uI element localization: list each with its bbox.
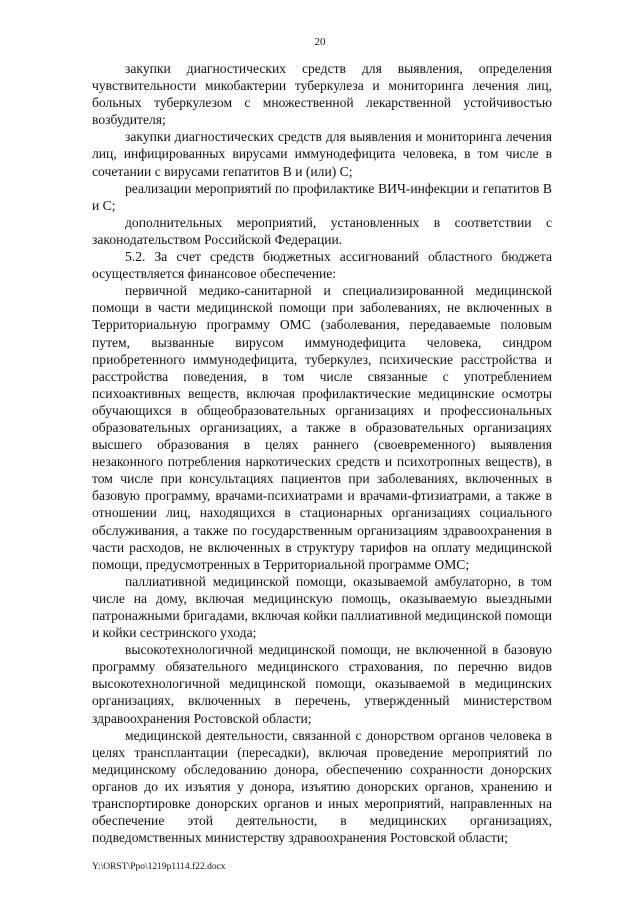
paragraph: закупки диагностических средств для выявления и мониторинга лечения лиц, инфицированных вирусами иммунодефицита человека, в том числе в сочетании с вирусами гепатитов В и (или) С; <box>92 129 552 179</box>
paragraph: реализации мероприятий по профилактике ВИЧ-инфекции и гепатитов В и С; <box>92 180 552 213</box>
paragraph: первичной медико-санитарной и специализированной медицинской помощи в части медицинской помощи при заболеваниях, не включенных в Территориальную программу ОМС (заболевания, передаваемые половым путем, вызванные вирусом иммунодефицита человека, синдром приобретенного иммунодефицита, туберкулез, психические расстройства и расстройства поведения, в том числе связанные с употреблением психоактивных веществ, включая профилактические медицинские осмотры обучающихся в общеобразовательных организациях и профессиональных образовательных организациях, а также в образовательных организациях высшего образования в целях раннего (своевременного) выявления незаконного потребления наркотических средств и психотропных веществ), в том числе при консультациях пациентов при заболеваниях, включенных в базовую программу, врачами-психиатрами и врачами-фтизиатрами, а также в отношении лиц, находящихся в стационарных организациях социального обслуживания, а также по государственным организациям здравоохранения в части расходов, не включенных в структуру тарифов на оплату медицинской помощи, предусмотренных в Территориальной программе ОМС; <box>92 283 552 572</box>
paragraph: паллиативной медицинской помощи, оказываемой амбулаторно, в том числе на дому, включая медицинскую помощь, оказываемую выездными патронажными бригадами, включая койки паллиативной медицинской помощи и койки сестринского ухода; <box>92 573 552 641</box>
paragraph: медицинской деятельности, связанной с донорством органов человека в целях трансплантации (пересадки), включая проведение мероприятий по медицинскому обследованию донора, обеспечению сохранности донорских органов до их изъятия у донора, изъятию донорских органов, хранению и транспортировке донорских органов и иных мероприятий, направленных на обеспечение этой деятельности, в медицинских организациях, подведомственных министерству здравоохранения Ростовской области; <box>92 727 552 846</box>
paragraph: высокотехнологичной медицинской помощи, не включенной в базовую программу обязательного медицинского страхования, по перечню видов высокотехнологичной медицинской помощи, оказываемой в медицинских организациях, включенных в перечень, утвержденный министерством здравоохранения Ростовской области; <box>92 642 552 726</box>
paragraph: 5.2. За счет средств бюджетных ассигнований областного бюджета осуществляется финансовое обеспечение: <box>92 249 552 282</box>
file-path-footer: Y:\ORST\Ppo\1219p1114.f22.docx <box>92 862 226 872</box>
document-body <box>92 60 552 846</box>
page-number: 20 <box>314 36 326 48</box>
paragraph: закупки диагностических средств для выявления, определения чувствительности микобактерии туберкулеза и мониторинга лечения лиц, больных туберкулезом с множественной лекарственной устойчивостью возбудителя; <box>92 61 552 128</box>
paragraph: дополнительных мероприятий, установленных в соответствии с законодательством Российской Федерации. <box>92 214 552 247</box>
